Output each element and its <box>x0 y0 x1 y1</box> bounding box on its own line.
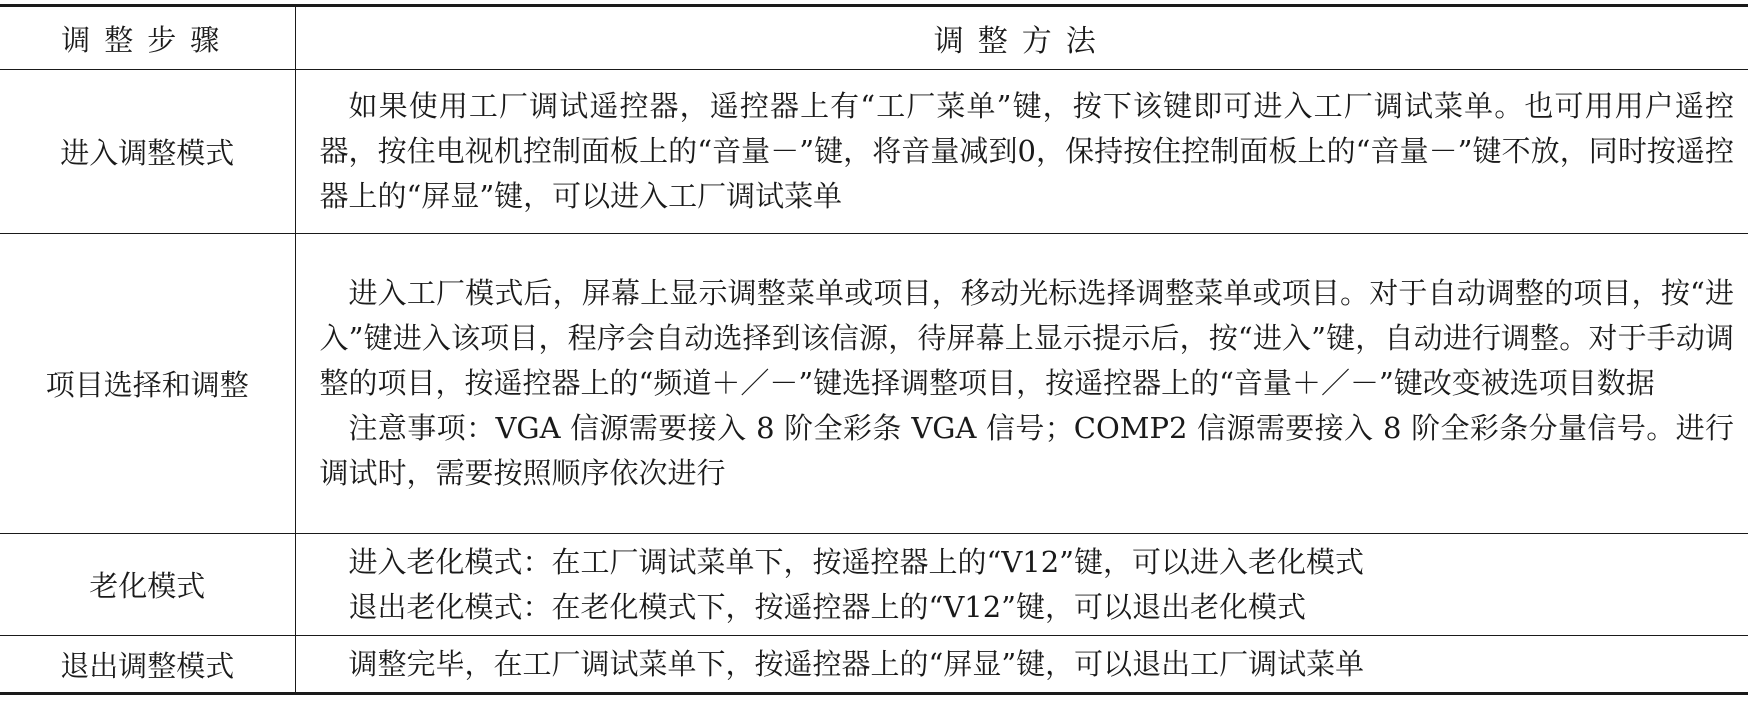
method-paragraph: 退出老化模式：在老化模式下，按遥控器上的“V12”键，可以退出老化模式 <box>348 589 1306 624</box>
step-cell: 项目选择和调整 <box>0 234 295 534</box>
table-row <box>0 70 1748 234</box>
header-step: 调整步骤 <box>0 6 295 70</box>
method-cell <box>295 70 1748 234</box>
table-row <box>0 636 1748 694</box>
method-cell <box>295 534 1748 636</box>
table-row <box>0 234 1748 534</box>
table-header <box>0 6 1748 70</box>
method-paragraph: 调整完毕，在工厂调试菜单下，按遥控器上的“屏显”键，可以退出工厂调试菜单 <box>348 646 1365 681</box>
step-cell: 进入调整模式 <box>0 70 295 234</box>
step-cell: 老化模式 <box>0 534 295 636</box>
method-cell <box>295 234 1748 534</box>
adjustment-table <box>0 4 1748 695</box>
header-row <box>0 6 1748 70</box>
header-method: 调整方法 <box>295 6 1748 70</box>
method-paragraph: 进入工厂模式后，屏幕上显示调整菜单或项目，移动光标选择调整菜单或项目。对于自动调整的项目，按“进入”键进入该项目，程序会自动选择到该信源，待屏幕上显示提示后，按“进入”键，自动进行调整。对于手动调整的项目，按遥控器上的“频道＋／－”键选择调整项目，按遥控器上的“音量＋／－”键改变被选项目数据 <box>319 276 1734 400</box>
method-paragraph: 如果使用工厂调试遥控器，遥控器上有“工厂菜单”键，按下该键即可进入工厂调试菜单。也可用用户遥控器，按住电视机控制面板上的“音量－”键，将音量减到0，保持按住控制面板上的“音量－”键不放，同时按遥控器上的“屏显”键，可以进入工厂调试菜单 <box>319 89 1734 213</box>
note-paragraph: 注意事项：VGA 信源需要接入 8 阶全彩条 VGA 信号；COMP2 信源需要接入 8 阶全彩条分量信号。进行调试时，需要按照顺序依次进行 <box>319 411 1734 490</box>
step-cell: 退出调整模式 <box>0 636 295 694</box>
method-paragraph: 进入老化模式：在工厂调试菜单下，按遥控器上的“V12”键，可以进入老化模式 <box>348 544 1364 579</box>
method-cell <box>295 636 1748 694</box>
table-row <box>0 534 1748 636</box>
